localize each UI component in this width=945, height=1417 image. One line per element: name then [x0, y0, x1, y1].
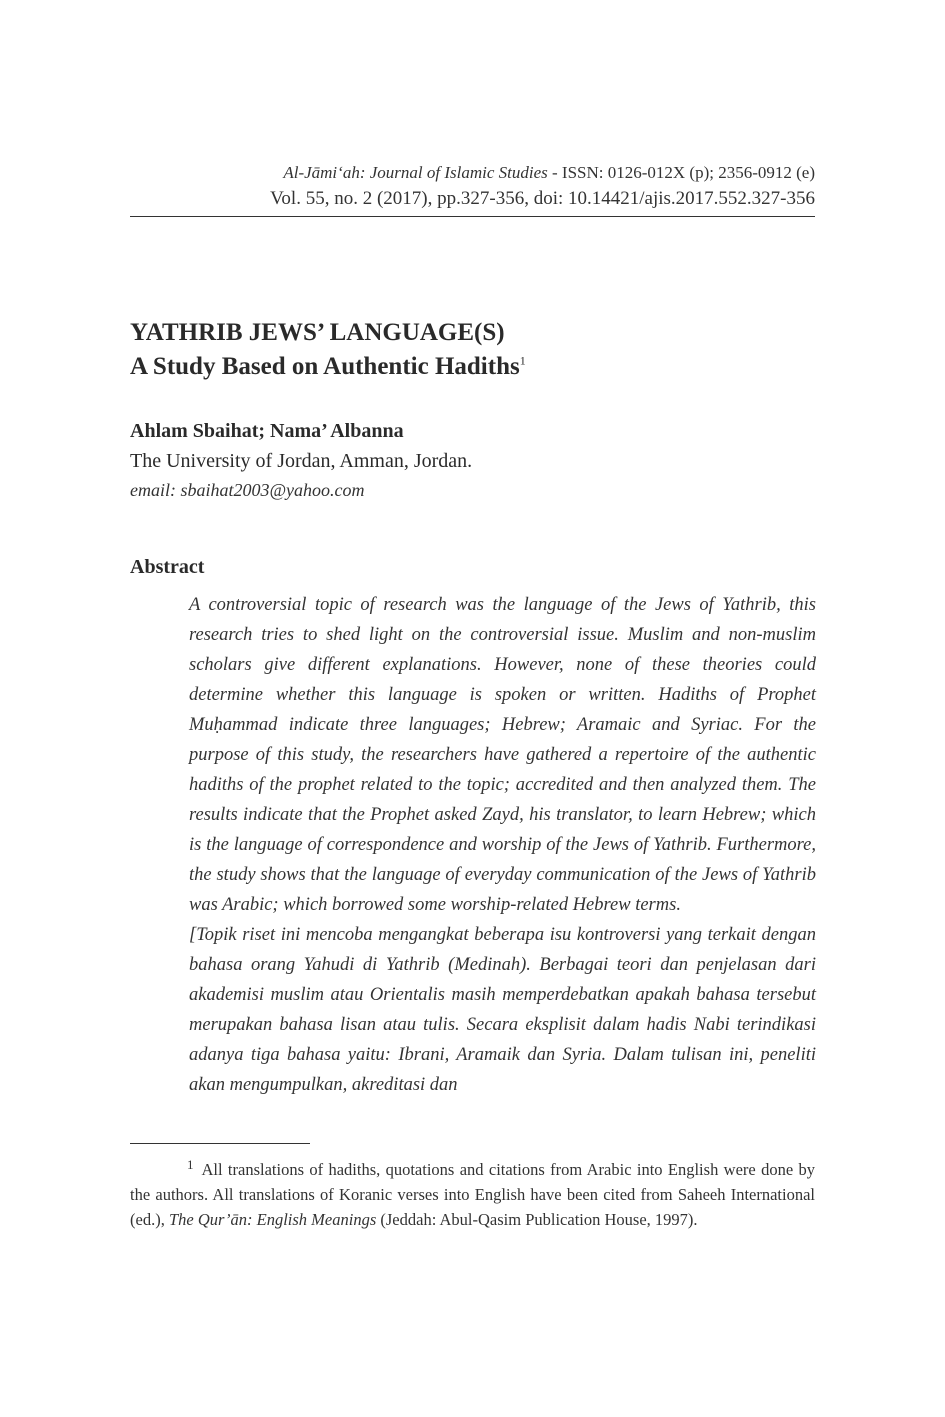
article-subtitle-text: A Study Based on Authentic Hadiths [130, 353, 520, 380]
abstract-english: A controversial topic of research was the language of the Jews of Yathrib, this research tries to shed light on the controversial issue. Muslim and non-muslim scholars give different explanations. However, none of these theories could determine whether this language is spoken or written. Hadiths of Prophet Muḥammad indicate three languages; Hebrew; Aramaic and Syriac. For the purpose of this study, the researchers have gathered a repertoire of the authentic hadiths of the prophet related to the topic; accredited and then analyzed them. The results indicate that the Prophet asked Zayd, his translator, to learn Hebrew; which is the language of correspondence and worship of the Jews of Yathrib. Furthermore, the study shows that the language of everyday communication of the Jews of Yathrib was Arabic; which borrowed some worship-related Hebrew terms. [189, 595, 816, 915]
journal-name: Al-Jāmi‘ah: Journal of Islamic Studies [283, 163, 548, 182]
journal-header [130, 160, 815, 212]
footnote-text-after: (Jeddah: Abul-Qasim Publication House, 1997). [376, 1210, 698, 1229]
author-block [130, 416, 815, 504]
article-title-block [130, 316, 815, 384]
footnote-divider [130, 1143, 310, 1144]
journal-issn: - ISSN: 0126-012X (p); 2356-0912 (e) [547, 163, 815, 182]
article-subtitle [130, 350, 815, 384]
article-title: YATHRIB JEWS’ LANGUAGE(S) [130, 319, 505, 346]
header-divider [130, 216, 815, 217]
abstract-body [189, 590, 816, 1100]
footnote-book-title: The Qur’ān: English Meanings [168, 1210, 377, 1229]
author-affiliation: The University of Jordan, Amman, Jordan. [130, 450, 473, 472]
journal-citation-line [130, 160, 815, 186]
abstract-heading: Abstract [130, 556, 205, 578]
title-footnote-marker: 1 [519, 353, 526, 368]
footnote: 1 All translations of hadiths, quotations and citations from Arabic into English were done by the authors. All translations of Koranic verses into English have been cited from Saheeh International (ed.), The Qur’ān: English Meanings (Jeddah: Abul-Qasim Publication House, 1997). [130, 1156, 815, 1229]
journal-volume-line: Vol. 55, no. 2 (2017), pp.327-356, doi: 10.14421/ajis.2017.552.327-356 [270, 188, 815, 209]
footnote-text-before: All translations of hadiths, quotations and citations from Arabic into English were done by the authors. All translations of Koranic verses into English have been cited from Saheeh International (ed.), [130, 1160, 815, 1229]
author-names: Ahlam Sbaihat; Nama’ Albanna [130, 420, 404, 442]
author-email: email: sbaihat2003@yahoo.com [130, 480, 365, 500]
abstract-indonesian: [Topik riset ini mencoba mengangkat beberapa isu kontroversi yang terkait dengan bahasa orang Yahudi di Yathrib (Medinah). Berbagai teori dan penjelasan dari akademisi muslim atau Orientalis masih memperdebatkan apakah bahasa tersebut merupakan bahasa lisan atau tulis. Secara eksplisit dalam hadis Nabi terindikasi adanya tiga bahasa yaitu: Ibrani, Aramaik dan Syria. Dalam tulisan ini, peneliti akan mengumpulkan, akreditasi dan [189, 925, 816, 1095]
